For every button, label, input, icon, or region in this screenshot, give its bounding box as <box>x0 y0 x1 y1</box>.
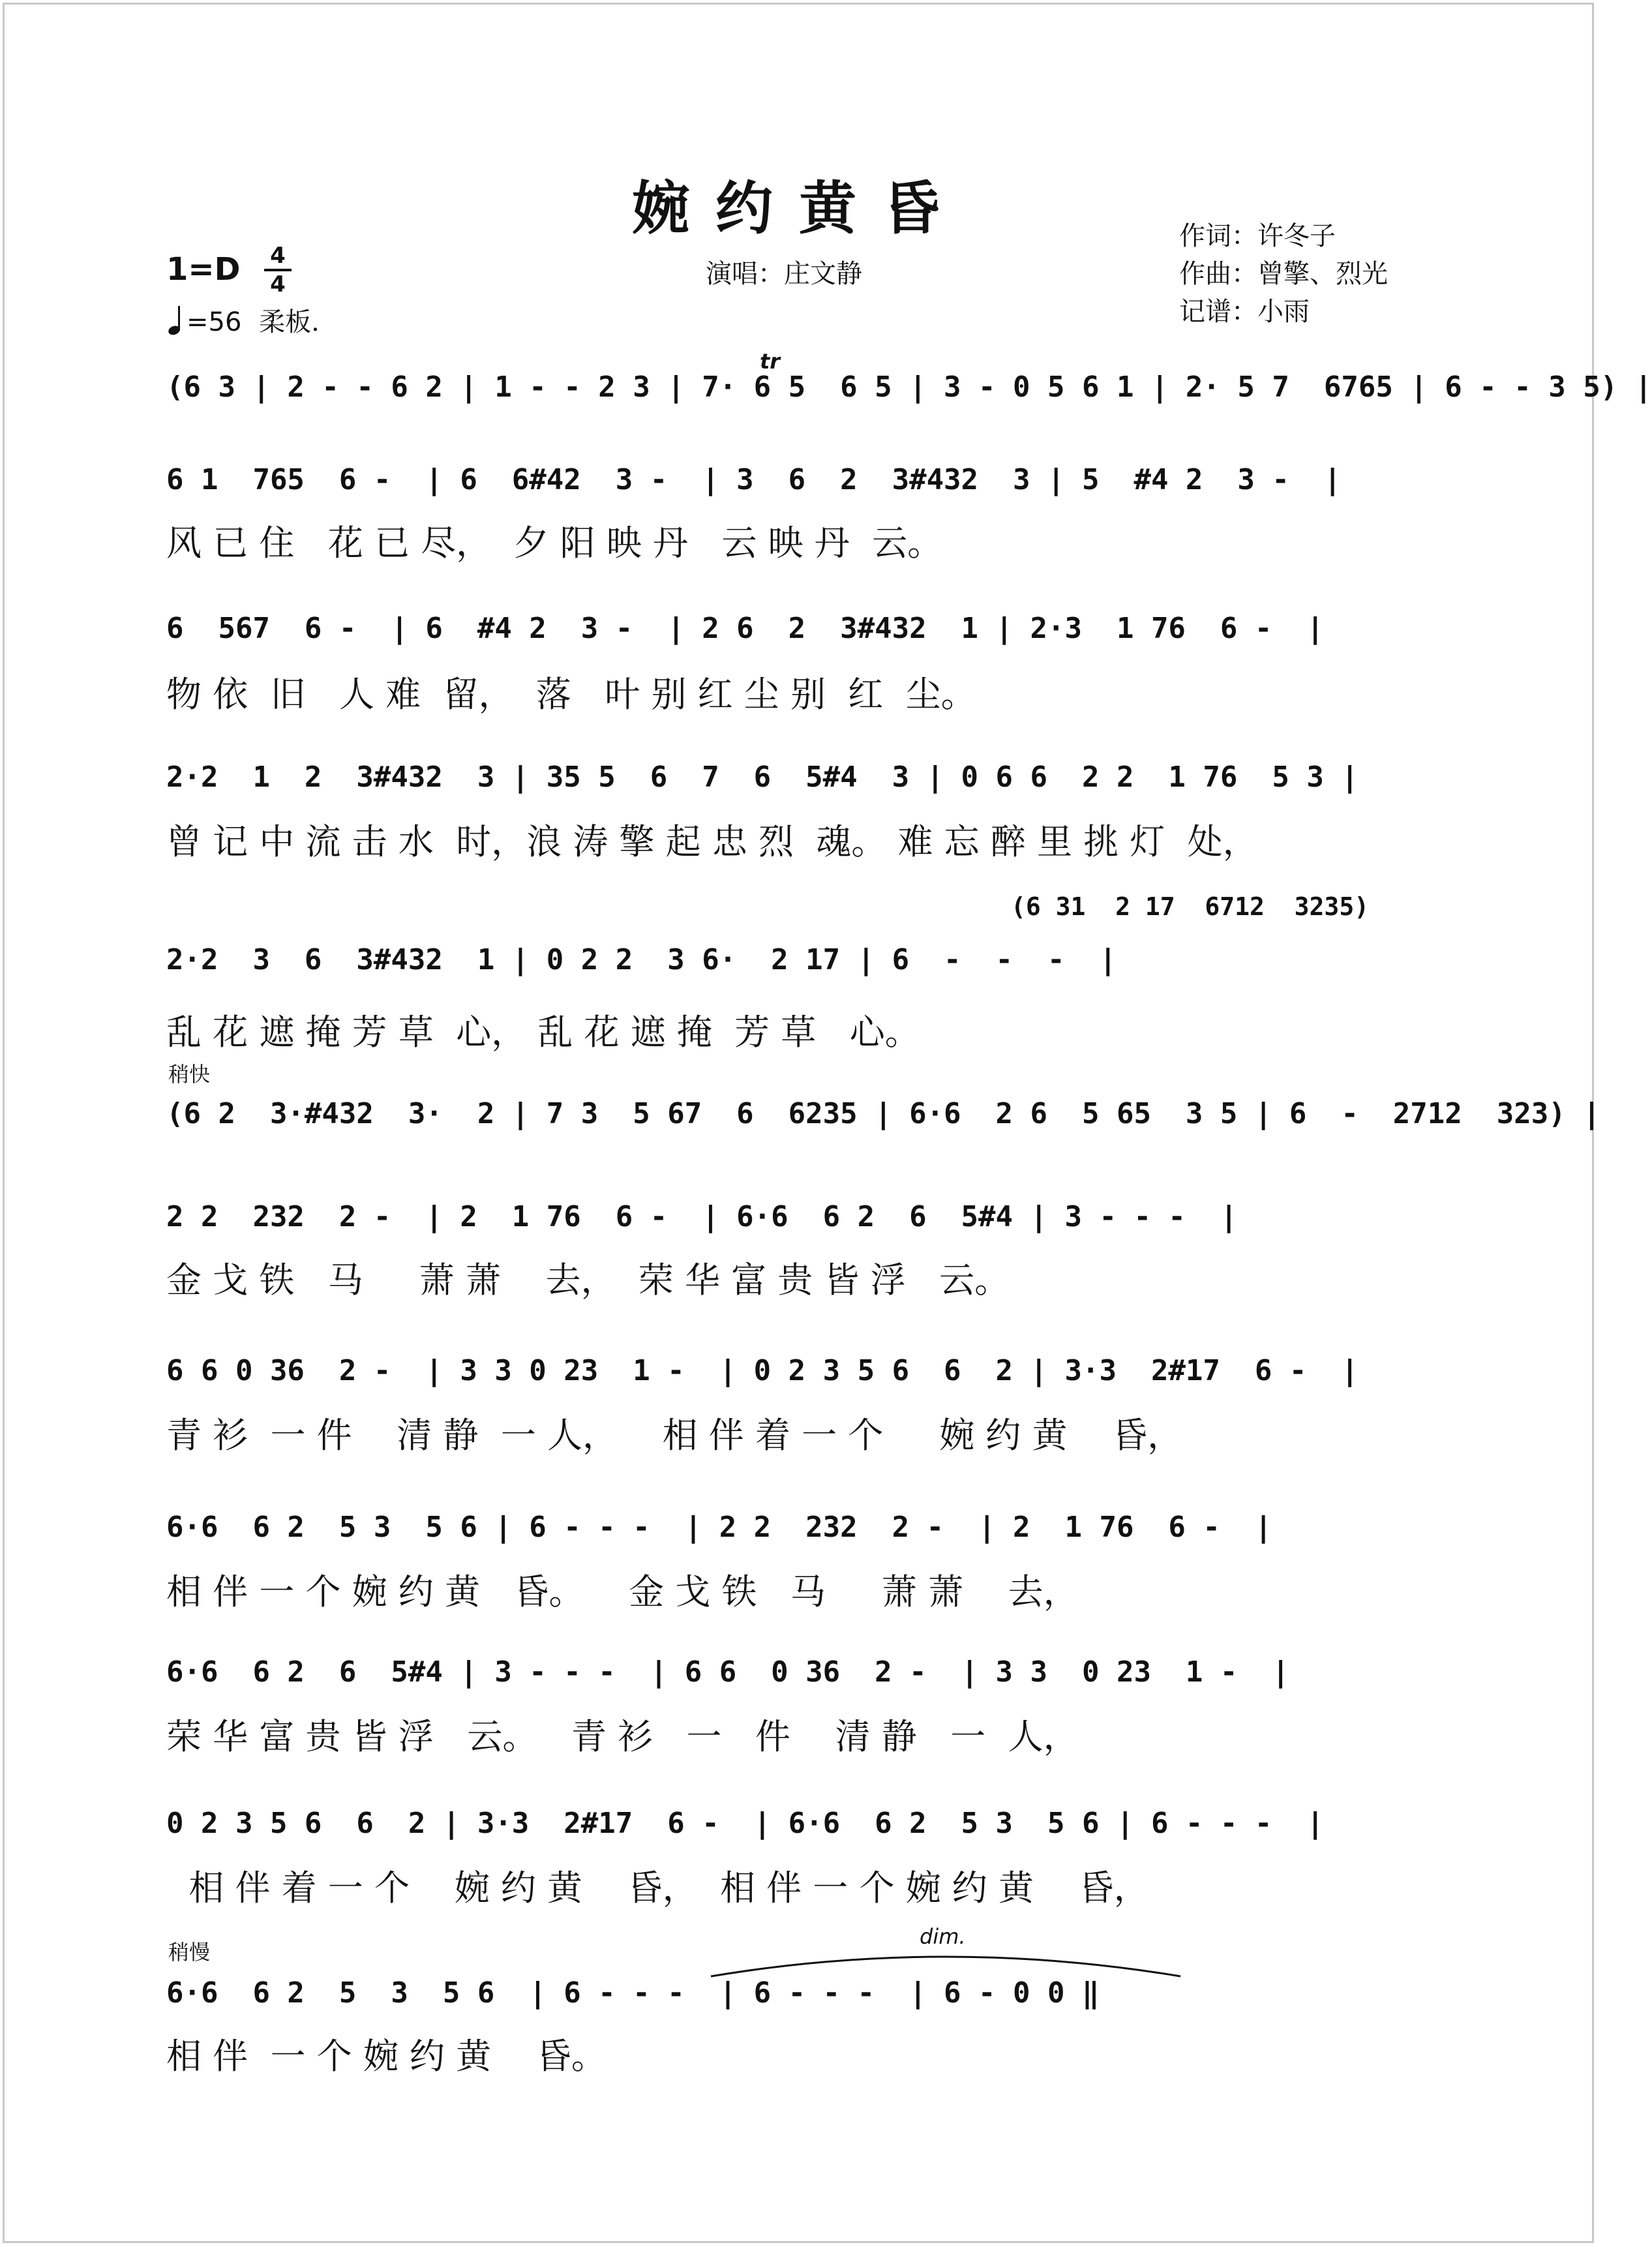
tempo-marking <box>168 301 320 339</box>
lyric-line-3: 物 依 旧 人 难 留， 落 叶 别 红 尘 别 红 尘。 <box>166 674 976 715</box>
notation-line-1: (6 3 | 2 - - 6 2 | 1 - - 2 3 | 7· 6 5 6 5 | 3 - 0 5 6 1 | 2· 5 7 6765 | 6 - - 3 5) | <box>166 370 1652 404</box>
lyric-line-12: 相 伴 一 个 婉 约 黄 昏。 <box>166 2036 607 2077</box>
lyric-line-10: 荣 华 富 贵 皆 浮 云。 青 衫 一 件 清 静 一 人， <box>166 1716 1079 1757</box>
notation-line-9: 6·6 6 2 5 3 5 6 | 6 - - - | 2 2 232 2 - | 2 1 76 6 - | <box>166 1511 1272 1544</box>
lyric-line-9: 相 伴 一 个 婉 约 黄 昏。 金 戈 铁 马 萧 萧 去， <box>166 1571 1079 1612</box>
faster-mark: 稍快 <box>168 1062 211 1087</box>
lyric-line-2: 风 已 住 花 已 尽， 夕 阳 映 丹 云 映 丹 云。 <box>166 522 943 564</box>
notation-line-5: 2·2 3 6 3#432 1 | 0 2 2 3 6· 2 17 | 6 - - - | <box>166 943 1117 976</box>
time-signature-bottom: 4 <box>270 271 286 297</box>
slower-mark: 稍慢 <box>168 1940 211 1965</box>
notation-line-7: 2 2 232 2 - | 2 1 76 6 - | 6·6 6 2 6 5#4 | 3 - - - | <box>166 1200 1238 1233</box>
dim-mark: dim. <box>920 1924 966 1949</box>
notation-line-12: 6·6 6 2 5 3 5 6 | 6 - - - | 6 - - - | 6 - 0 0 ‖ <box>166 1976 1100 2010</box>
composer-credit: 作曲：曾擎、烈光 <box>1179 259 1388 289</box>
notation-line-4: 2·2 1 2 3#432 3 | 35 5 6 7 6 5#4 3 | 0 6 6 2 2 1 76 5 3 | <box>166 761 1359 794</box>
time-signature <box>264 244 292 296</box>
notation-line-8: 6 6 0 36 2 - | 3 3 0 23 1 - | 0 2 3 5 6 6 2 | 3·3 2#17 6 - | <box>166 1354 1359 1387</box>
key-signature: 1=D <box>166 251 241 288</box>
lyric-line-4: 曾 记 中 流 击 水 时，浪 涛 擎 起 忠 烈 魂。 难 忘 醉 里 挑 灯 处， <box>166 821 1258 862</box>
singer-credit: 演唱：庄文静 <box>706 259 862 289</box>
lyric-line-8: 青 衫 一 件 清 静 一 人， 相 伴 着 一 个 婉 约 黄 昏， <box>166 1415 1183 1456</box>
notation-line-6: (6 2 3·#432 3· 2 | 7 3 5 67 6 6235 | 6·6 2 6 5 65 3 5 | 6 - 2712 323) | <box>166 1097 1600 1130</box>
interlude-notation: (6 31 2 17 6712 3235) <box>1011 892 1370 921</box>
notation-line-10: 6·6 6 2 6 5#4 | 3 - - - | 6 6 0 36 2 - | 3 3 0 23 1 - | <box>166 1655 1289 1689</box>
lyricist-credit: 作词：许冬子 <box>1179 221 1336 251</box>
lyric-line-7: 金 戈 铁 马 萧 萧 去， 荣 华 富 贵 皆 浮 云。 <box>166 1259 1010 1301</box>
notation-line-3: 6 567 6 - | 6 #4 2 3 - | 2 6 2 3#432 1 | 2·3 1 76 6 - | <box>166 612 1324 645</box>
song-title: 婉约黄昏 <box>631 174 966 242</box>
trill-mark: tr <box>760 349 781 374</box>
tempo-word: 柔板. <box>259 307 320 337</box>
time-signature-top: 4 <box>270 243 286 269</box>
lyric-line-5: 乱 花 遮 掩 芳 草 心， 乱 花 遮 掩 芳 草 心。 <box>166 1012 920 1053</box>
lyric-line-11: 相 伴 着 一 个 婉 约 黄 昏， 相 伴 一 个 婉 约 黄 昏， <box>166 1867 1149 1908</box>
tempo-value: =56 <box>187 307 242 337</box>
notation-line-2: 6 1 765 6 - | 6 6#42 3 - | 3 6 2 3#432 3 | 5 #4 2 3 - | <box>166 463 1342 496</box>
transcriber-credit: 记谱：小雨 <box>1179 297 1310 327</box>
notation-line-11: 0 2 3 5 6 6 2 | 3·3 2#17 6 - | 6·6 6 2 5 3 5 6 | 6 - - - | <box>166 1807 1324 1840</box>
quarter-note-icon <box>168 306 183 335</box>
